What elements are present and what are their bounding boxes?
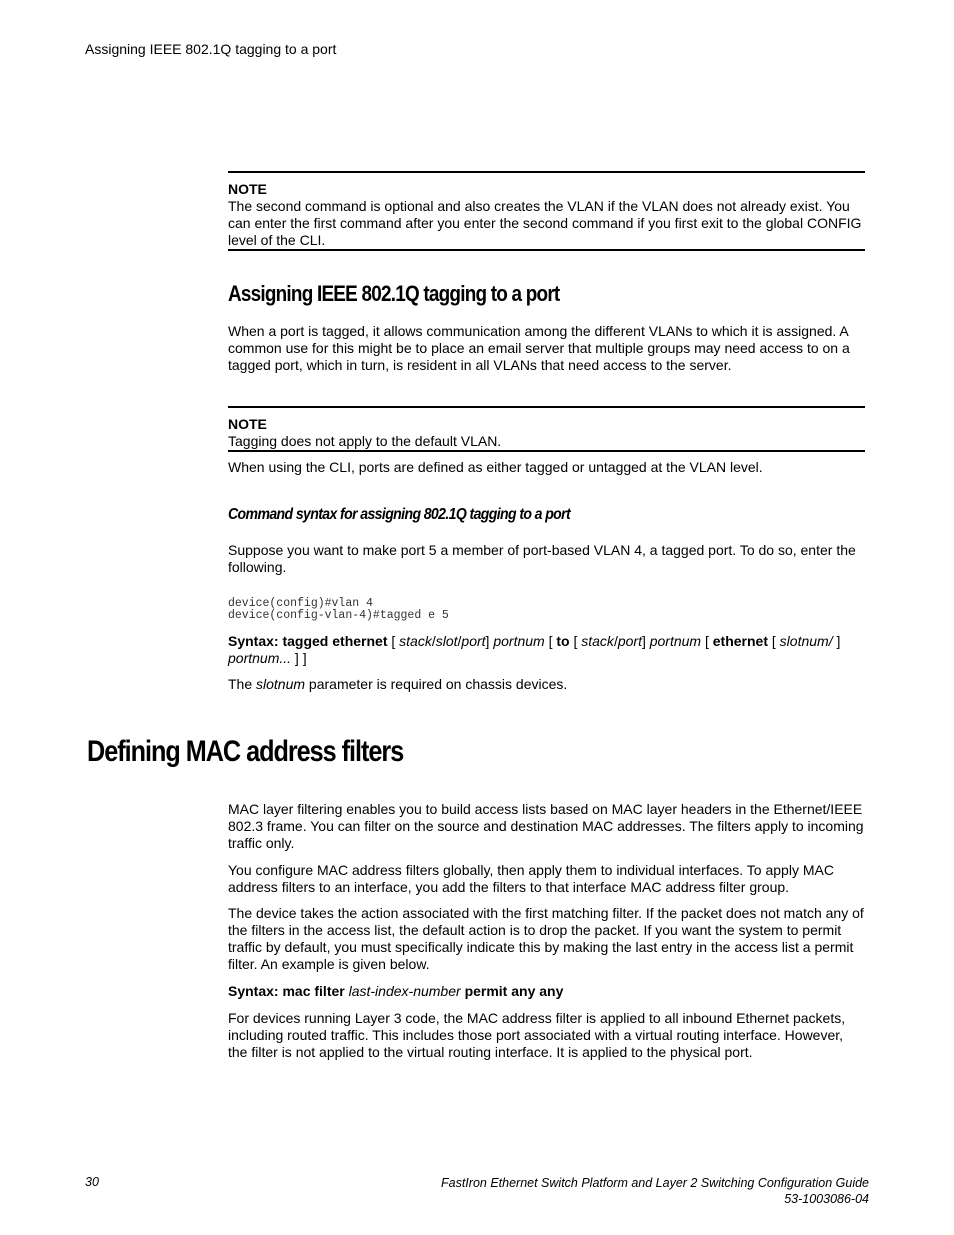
mac-paragraph-3: The device takes the action associated with the first matching filter. If the packet does not match any of the filters in the access list, the default action is to drop the packet. If you want the system to permit traffic by default, you must specifically indicate this by making the last entry in the access list a permit filter. An example is given below. [228, 905, 864, 972]
footer-doc-info [441, 1175, 869, 1207]
syntax-bracket: ] ] [291, 650, 307, 666]
syntax-keyword: ethernet [712, 633, 768, 649]
subsection-intro-paragraph: Suppose you want to make port 5 a member of port-based VLAN 4, a tagged port. To do so, enter the following. [228, 542, 856, 575]
text-run: parameter is required on chassis devices. [305, 676, 568, 692]
syntax-param: portnum... [228, 650, 292, 666]
text-run: The [228, 676, 257, 692]
syntax-bracket: [ [544, 633, 557, 649]
syntax-param: port [617, 633, 642, 649]
syntax-keyword: Syntax: mac filter [228, 983, 345, 999]
syntax-param: last-index-number [348, 983, 461, 999]
syntax-separator: / [613, 633, 618, 649]
footer-doc-number: 53-1003086-04 [784, 1192, 869, 1206]
code-block [228, 598, 865, 622]
syntax-keyword: Syntax: tagged ethernet [228, 633, 388, 649]
syntax-param: slot [435, 633, 458, 649]
syntax-keyword: permit any any [464, 983, 564, 999]
note-text: The second command is optional and also creates the VLAN if the VLAN does not already exist. You can enter the first command after you enter the second command if you first exit to the global CONFIG level of the CLI. [228, 198, 862, 248]
syntax-bracket: [ [701, 633, 713, 649]
syntax-keyword: to [556, 633, 570, 649]
running-header: Assigning IEEE 802.1Q tagging to a port [85, 41, 337, 57]
syntax-param: port [461, 633, 486, 649]
syntax-param: stack [399, 633, 432, 649]
cli-levels-paragraph: When using the CLI, ports are defined as either tagged or untagged at the VLAN level. [228, 459, 763, 475]
mac-paragraph-1: MAC layer filtering enables you to build access lists based on MAC layer headers in the Ethernet/IEEE 802.3 frame. You can filter on the source and destination MAC addresses. The filters apply to incoming traffic only. [228, 801, 864, 851]
syntax-bracket: ] [641, 633, 650, 649]
page-number: 30 [85, 1175, 99, 1189]
code-line: device(config-vlan-4)#tagged e 5 [228, 609, 449, 622]
subsection-heading-command-syntax: Command syntax for assigning 802.1Q tagging to a port [228, 506, 571, 523]
section-heading-tagging: Assigning IEEE 802.1Q tagging to a port [228, 281, 560, 306]
tagged-syntax-line [228, 633, 865, 667]
syntax-bracket: ] [832, 633, 841, 649]
note-label: NOTE [228, 416, 267, 432]
note-box-1 [228, 171, 865, 251]
syntax-bracket: [ [387, 633, 400, 649]
syntax-bracket: [ [569, 633, 582, 649]
mac-filter-syntax-line [228, 983, 865, 1000]
syntax-separator: / [431, 633, 436, 649]
slotnum-note-paragraph [228, 676, 865, 693]
syntax-bracket: ] [485, 633, 494, 649]
tagging-intro-paragraph: When a port is tagged, it allows communication among the different VLANs to which it is assigned. A common use for this might be to place an email server that multiple groups may need access to on a tagged port, which in turn, is resident in all VLANs that need access to the server. [228, 323, 850, 373]
note-text: Tagging does not apply to the default VLAN. [228, 433, 502, 449]
syntax-param: portnum [649, 633, 702, 649]
note-box-2 [228, 406, 865, 452]
mac-paragraph-4: For devices running Layer 3 code, the MAC address filter is applied to all inbound Ethernet packets, including routed traffic. This includes those port associated with a virtual routing interface. However, the filter is not applied to the virtual routing interface. It is applied to the physical port. [228, 1010, 846, 1060]
param-name: slotnum [256, 676, 306, 692]
syntax-param: stack [581, 633, 614, 649]
note-label: NOTE [228, 181, 267, 197]
syntax-bracket: [ [768, 633, 780, 649]
footer-title: FastIron Ethernet Switch Platform and Layer 2 Switching Configuration Guide [441, 1176, 869, 1190]
mac-paragraph-2: You configure MAC address filters globally, then apply them to individual interfaces. To apply MAC address filters to an interface, you add the filters to that interface MAC address filter group. [228, 862, 834, 895]
section-heading-mac-filters: Defining MAC address filters [87, 735, 404, 768]
code-line: device(config)#vlan 4 [228, 597, 373, 610]
syntax-param: slotnum/ [779, 633, 833, 649]
syntax-separator: / [457, 633, 462, 649]
syntax-param: portnum [493, 633, 545, 649]
